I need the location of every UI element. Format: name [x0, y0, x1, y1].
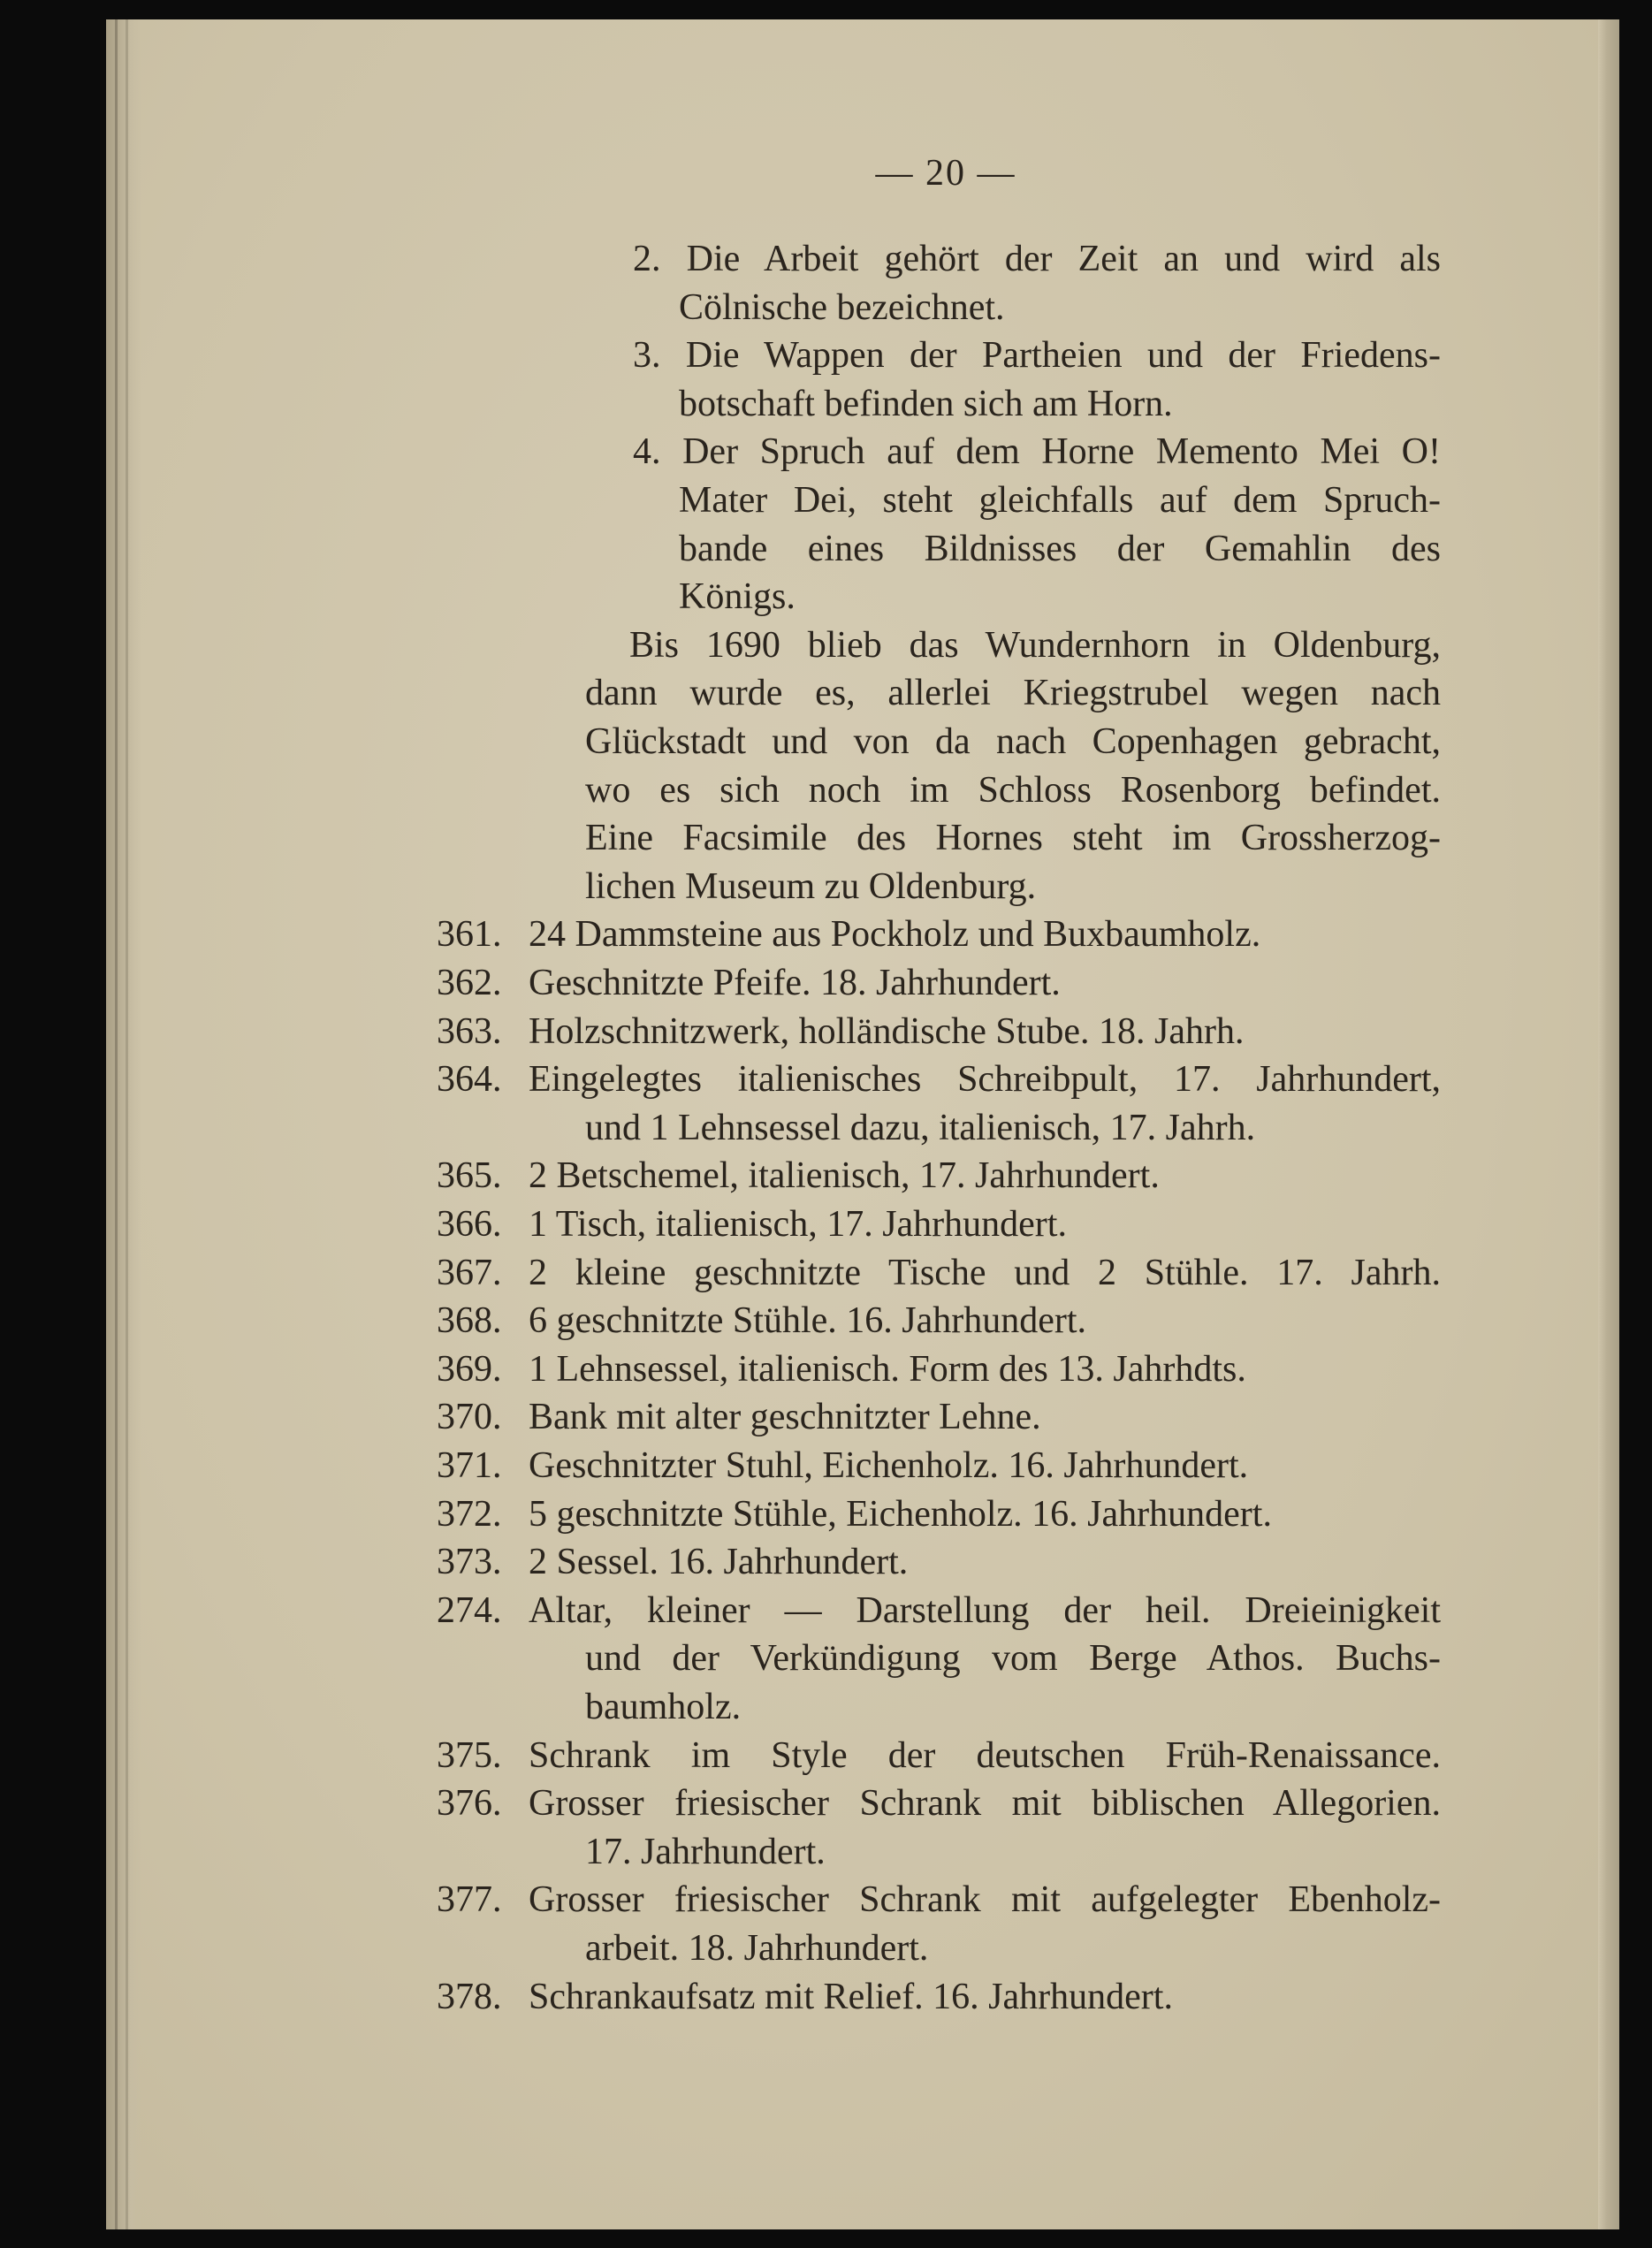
- text-line: Cölnische bezeichnet.: [679, 287, 1005, 328]
- entry-number: 377.: [437, 1879, 502, 1920]
- text-line: 17. Jahrhundert.: [585, 1832, 826, 1872]
- text-line: botschaft befinden sich am Horn.: [679, 384, 1173, 424]
- entry-text: Eingelegtes italienisches Schreibpult, 17. Jahrhundert,: [529, 1059, 1441, 1100]
- text-line: und der Verkündigung vom Berge Athos. Buchs-: [585, 1638, 1441, 1679]
- entry-text: 6 geschnitzte Stühle. 16. Jahrhundert.: [529, 1300, 1087, 1341]
- entry-number: 368.: [437, 1300, 502, 1341]
- entry-number: 371.: [437, 1445, 502, 1486]
- entry-number: 367.: [437, 1253, 502, 1293]
- entry-text: 1 Lehnsessel, italienisch. Form des 13. Jahrhdts.: [529, 1349, 1246, 1390]
- entry-text: 1 Tisch, italienisch, 17. Jahrhundert.: [529, 1204, 1067, 1245]
- text-line: Eine Facsimile des Hornes steht im Grossherzog-: [585, 818, 1441, 858]
- entry-text: Schrankaufsatz mit Relief. 16. Jahrhundert.: [529, 1977, 1173, 2017]
- entry-number: 365.: [437, 1155, 502, 1196]
- text-line: 2. Die Arbeit gehört der Zeit an und wird als: [633, 239, 1441, 279]
- entry-text: Altar, kleiner — Darstellung der heil. Dreieinigkeit: [529, 1590, 1441, 1631]
- entry-text: 2 kleine geschnitzte Tische und 2 Stühle. 17. Jahrh.: [529, 1253, 1441, 1293]
- entry-text: 2 Betschemel, italienisch, 17. Jahrhundert.: [529, 1155, 1160, 1196]
- text-line: 3. Die Wappen der Partheien und der Friedens-: [633, 335, 1441, 376]
- text-line: und 1 Lehnsessel dazu, italienisch, 17. Jahrh.: [585, 1108, 1256, 1148]
- text-line: Glückstadt und von da nach Copenhagen gebracht,: [585, 721, 1441, 762]
- text-line: Mater Dei, steht gleichfalls auf dem Spruch-: [679, 480, 1441, 521]
- entry-number: 363.: [437, 1011, 502, 1052]
- text-line: Königs.: [679, 576, 796, 617]
- entry-number: 366.: [437, 1204, 502, 1245]
- entry-text: Grosser friesischer Schrank mit biblischen Allegorien.: [529, 1783, 1441, 1824]
- entry-number: 369.: [437, 1349, 502, 1390]
- entry-number: 372.: [437, 1494, 502, 1535]
- entry-text: Bank mit alter geschnitzter Lehne.: [529, 1397, 1041, 1437]
- text-line: Bis 1690 blieb das Wundernhorn in Oldenburg,: [629, 625, 1441, 666]
- text-line: arbeit. 18. Jahrhundert.: [585, 1928, 929, 1969]
- entry-number: 361.: [437, 914, 502, 955]
- text-line: dann wurde es, allerlei Kriegstrubel wegen nach: [585, 673, 1441, 713]
- page-number: — 20 —: [875, 153, 1016, 194]
- entry-number: 364.: [437, 1059, 502, 1100]
- entry-number: 373.: [437, 1542, 502, 1582]
- entry-number: 362.: [437, 963, 502, 1003]
- text-line: wo es sich noch im Schloss Rosenborg befindet.: [585, 770, 1441, 811]
- entry-text: Geschnitzter Stuhl, Eichenholz. 16. Jahrhundert.: [529, 1445, 1249, 1486]
- entry-text: Grosser friesischer Schrank mit aufgelegter Ebenholz-: [529, 1879, 1441, 1920]
- text-line: lichen Museum zu Oldenburg.: [585, 866, 1037, 907]
- entry-text: 2 Sessel. 16. Jahrhundert.: [529, 1542, 909, 1582]
- entry-text: 5 geschnitzte Stühle, Eichenholz. 16. Jahrhundert.: [529, 1494, 1272, 1535]
- entry-number: 378.: [437, 1977, 502, 2017]
- text-line: bande eines Bildnisses der Gemahlin des: [679, 529, 1441, 569]
- entry-text: Geschnitzte Pfeife. 18. Jahrhundert.: [529, 963, 1061, 1003]
- entry-text: 24 Dammsteine aus Pockholz und Buxbaumholz.: [529, 914, 1261, 955]
- text-line: 4. Der Spruch auf dem Horne Memento Mei O!: [633, 431, 1441, 472]
- entry-number: 274.: [437, 1590, 502, 1631]
- text-line: baumholz.: [585, 1687, 742, 1727]
- entry-number: 370.: [437, 1397, 502, 1437]
- entry-text: Holzschnitzwerk, holländische Stube. 18. Jahrh.: [529, 1011, 1245, 1052]
- entry-number: 375.: [437, 1735, 502, 1776]
- entry-number: 376.: [437, 1783, 502, 1824]
- entry-text: Schrank im Style der deutschen Früh-Renaissance.: [529, 1735, 1441, 1776]
